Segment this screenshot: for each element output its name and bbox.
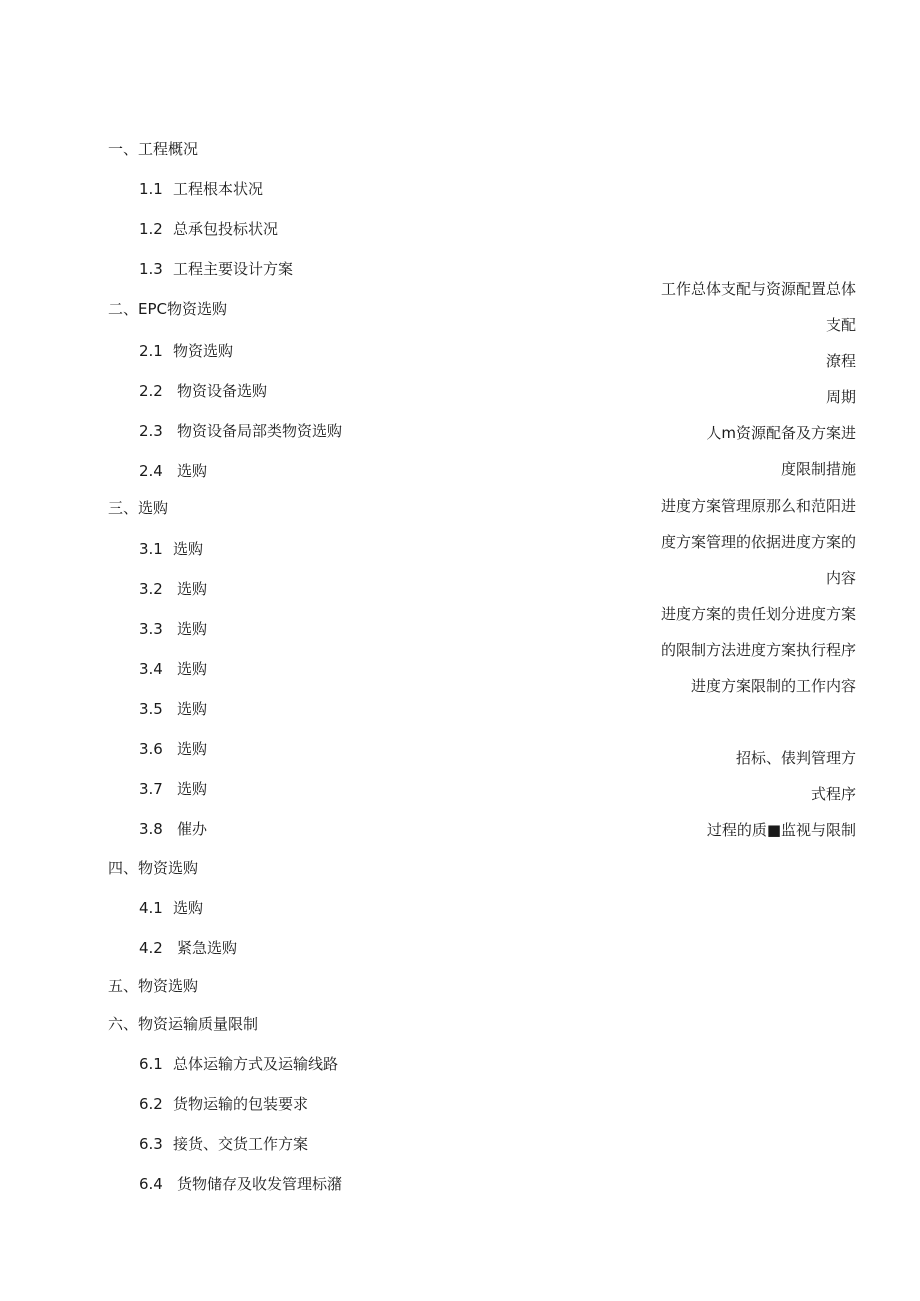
toc-item-text: 物资设备局部类物资选购 (177, 422, 343, 440)
right-line: 潦程 (825, 352, 856, 370)
right-line: 的限制方法进度方案执行程序 (660, 641, 856, 659)
toc-item-number: 2.4 (139, 462, 163, 480)
toc-item-text: 选购 (177, 660, 208, 678)
right-line: 度方案管理的依据进度方案的 (660, 533, 856, 551)
toc-item-number: 3.3 (139, 620, 163, 638)
toc-item-number: 3.4 (139, 660, 163, 678)
toc-section-3-title: 三、选购 (108, 499, 169, 517)
toc-item-6-3 (139, 1134, 308, 1154)
right-line: 工作总体支配与资源配置总体 (660, 280, 856, 298)
toc-item-number: 6.4 (139, 1175, 163, 1193)
toc-item-number: 2.3 (139, 422, 163, 440)
toc-section-4-title: 四、物资选购 (108, 859, 199, 877)
toc-item-number: 6.3 (139, 1135, 163, 1153)
toc-item-text: 总体运输方式及运输线路 (173, 1055, 339, 1073)
toc-item-text: 接货、交货工作方案 (173, 1135, 309, 1153)
right-line: 人m资源配备及方案进 (706, 424, 856, 442)
toc-item-2-1 (139, 341, 233, 361)
toc-item-text: 工程根本状况 (173, 180, 264, 198)
toc-item-2-2 (139, 381, 267, 401)
toc-item-text: 总承包投标状况 (173, 220, 279, 238)
toc-item-text: 选购 (173, 540, 204, 558)
toc-section-6-title: 六、物资运输质量限制 (108, 1015, 259, 1033)
toc-item-text: 货物储存及收发管理标潴 (177, 1175, 343, 1193)
toc-item-number: 3.5 (139, 700, 163, 718)
toc-item-number: 3.2 (139, 580, 163, 598)
toc-item-number: 2.2 (139, 382, 163, 400)
right-line: 招标、俵判管理方 (735, 749, 856, 767)
toc-item-text: 物资设备选购 (177, 382, 268, 400)
toc-item-1-2 (139, 219, 278, 239)
toc-item-3-3 (139, 619, 207, 639)
toc-section-5-title: 五、物资选购 (108, 977, 199, 995)
toc-item-1-3 (139, 259, 293, 279)
right-line: 度限制措施 (780, 460, 856, 478)
toc-item-3-7 (139, 779, 207, 799)
toc-item-text: 催办 (177, 820, 208, 838)
toc-item-text: 工程主要设计方案 (173, 260, 294, 278)
toc-item-3-1 (139, 539, 203, 559)
toc-item-1-1 (139, 179, 263, 199)
toc-item-3-6 (139, 739, 207, 759)
toc-section-2-title: 二、EPC物资选购 (108, 300, 227, 318)
right-line: 式程序 (810, 785, 856, 803)
right-line: 过程的质■监视与限制 (706, 821, 856, 839)
right-line: 支配 (825, 316, 856, 334)
toc-item-text: 物资选购 (173, 342, 234, 360)
toc-item-text: 紧急选购 (177, 939, 238, 957)
toc-item-number: 4.2 (139, 939, 163, 957)
toc-item-3-4 (139, 659, 207, 679)
toc-item-number: 4.1 (139, 899, 163, 917)
toc-item-6-4 (139, 1174, 342, 1194)
toc-item-6-2 (139, 1094, 308, 1114)
right-column-text (616, 0, 856, 1301)
toc-item-text: 选购 (177, 580, 208, 598)
toc-item-number: 3.8 (139, 820, 163, 838)
toc-item-text: 选购 (177, 700, 208, 718)
toc-item-6-1 (139, 1054, 338, 1074)
toc-item-text: 选购 (177, 620, 208, 638)
toc-item-text: 选购 (177, 462, 208, 480)
toc-item-4-2 (139, 938, 237, 958)
toc-item-text: 选购 (173, 899, 204, 917)
right-line: 周期 (825, 388, 856, 406)
toc-item-text: 选购 (177, 740, 208, 758)
toc-item-3-2 (139, 579, 207, 599)
toc-item-number: 3.1 (139, 540, 163, 558)
toc-item-2-3 (139, 421, 342, 441)
right-line: 进度方案的贵任划分进度方案 (660, 605, 856, 623)
right-line: 内容 (825, 569, 856, 587)
toc-item-number: 6.1 (139, 1055, 163, 1073)
right-line: 进度方案限制的工作内容 (690, 677, 856, 695)
toc-item-number: 1.2 (139, 220, 163, 238)
toc-item-number: 2.1 (139, 342, 163, 360)
toc-item-2-4 (139, 461, 207, 481)
toc-item-number: 1.3 (139, 260, 163, 278)
toc-section-1-title: 一、工程概况 (108, 140, 199, 158)
toc-item-3-5 (139, 699, 207, 719)
toc-item-text: 货物运输的包装要求 (173, 1095, 309, 1113)
toc-item-number: 6.2 (139, 1095, 163, 1113)
toc-item-number: 3.7 (139, 780, 163, 798)
toc-item-3-8 (139, 819, 207, 839)
toc-item-number: 3.6 (139, 740, 163, 758)
right-line: 进度方案管理原那么和范阳进 (660, 497, 856, 515)
toc-item-number: 1.1 (139, 180, 163, 198)
toc-item-4-1 (139, 898, 203, 918)
toc-item-text: 选购 (177, 780, 208, 798)
